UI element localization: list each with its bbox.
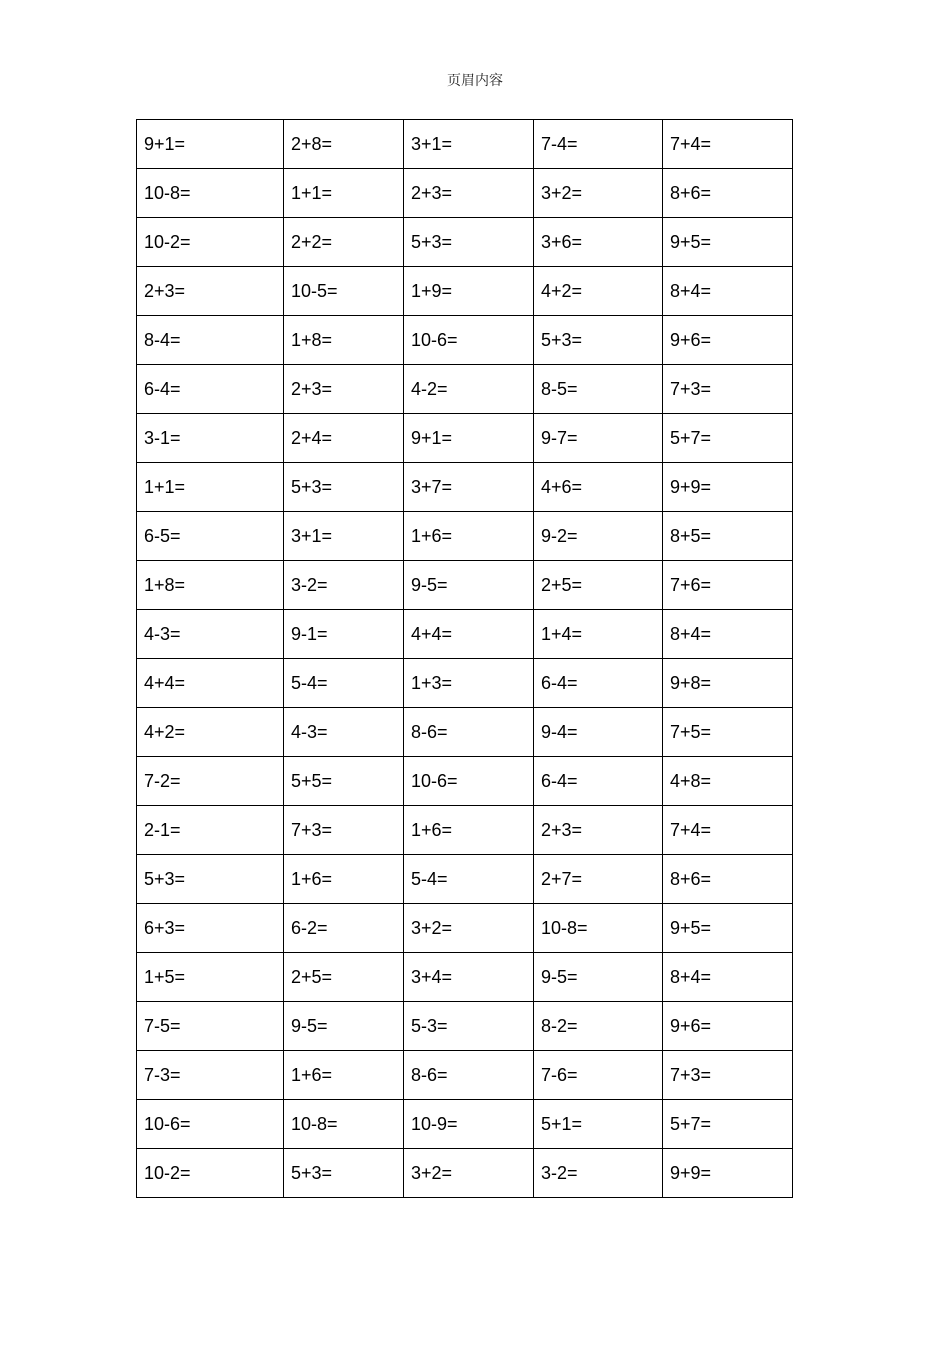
problem-cell: 2+3= bbox=[137, 267, 284, 316]
problem-cell: 9-5= bbox=[534, 953, 663, 1002]
problem-cell: 5+7= bbox=[663, 414, 793, 463]
problem-cell: 10-2= bbox=[137, 1149, 284, 1198]
table-row bbox=[137, 1051, 793, 1100]
problem-cell: 10-6= bbox=[404, 316, 534, 365]
problem-cell: 4+2= bbox=[137, 708, 284, 757]
problem-cell: 6-4= bbox=[137, 365, 284, 414]
table-row bbox=[137, 953, 793, 1002]
problem-cell: 1+4= bbox=[534, 610, 663, 659]
problem-cell: 7+3= bbox=[663, 1051, 793, 1100]
problem-cell: 10-8= bbox=[137, 169, 284, 218]
page-header: 页眉内容 bbox=[447, 73, 503, 89]
problem-cell: 9+1= bbox=[404, 414, 534, 463]
problem-cell: 8-2= bbox=[534, 1002, 663, 1051]
problem-cell: 6-4= bbox=[534, 659, 663, 708]
problem-cell: 6-4= bbox=[534, 757, 663, 806]
problem-cell: 8-6= bbox=[404, 1051, 534, 1100]
problem-cell: 2-1= bbox=[137, 806, 284, 855]
problem-cell: 10-2= bbox=[137, 218, 284, 267]
problem-cell: 3+6= bbox=[534, 218, 663, 267]
table-row bbox=[137, 169, 793, 218]
problem-cell: 7-5= bbox=[137, 1002, 284, 1051]
table-row bbox=[137, 610, 793, 659]
problem-cell: 5+1= bbox=[534, 1100, 663, 1149]
problem-cell: 9+6= bbox=[663, 316, 793, 365]
table-row bbox=[137, 855, 793, 904]
problem-cell: 7+5= bbox=[663, 708, 793, 757]
problem-cell: 2+3= bbox=[284, 365, 404, 414]
problem-cell: 1+6= bbox=[404, 512, 534, 561]
problem-cell: 1+6= bbox=[284, 855, 404, 904]
problem-cell: 7+4= bbox=[663, 120, 793, 169]
problem-cell: 4+6= bbox=[534, 463, 663, 512]
problem-cell: 10-8= bbox=[534, 904, 663, 953]
problem-cell: 3+2= bbox=[534, 169, 663, 218]
table-row bbox=[137, 365, 793, 414]
problem-cell: 9-5= bbox=[404, 561, 534, 610]
problem-cell: 5+3= bbox=[534, 316, 663, 365]
problem-cell: 5+3= bbox=[404, 218, 534, 267]
table-row bbox=[137, 512, 793, 561]
problem-cell: 5+3= bbox=[284, 463, 404, 512]
problem-cell: 9+8= bbox=[663, 659, 793, 708]
problem-cell: 1+5= bbox=[137, 953, 284, 1002]
table-row bbox=[137, 1100, 793, 1149]
problem-cell: 3+4= bbox=[404, 953, 534, 1002]
problem-cell: 5+3= bbox=[284, 1149, 404, 1198]
problem-cell: 2+2= bbox=[284, 218, 404, 267]
problem-cell: 8+5= bbox=[663, 512, 793, 561]
problem-cell: 8-6= bbox=[404, 708, 534, 757]
problem-cell: 10-6= bbox=[404, 757, 534, 806]
problem-cell: 4+8= bbox=[663, 757, 793, 806]
table-row bbox=[137, 267, 793, 316]
arithmetic-worksheet-table bbox=[136, 119, 793, 1198]
problem-cell: 9-4= bbox=[534, 708, 663, 757]
problem-cell: 5+5= bbox=[284, 757, 404, 806]
table-row bbox=[137, 708, 793, 757]
problem-cell: 7+4= bbox=[663, 806, 793, 855]
problem-cell: 9+6= bbox=[663, 1002, 793, 1051]
problem-cell: 1+1= bbox=[137, 463, 284, 512]
problem-cell: 8+4= bbox=[663, 610, 793, 659]
problem-cell: 7+6= bbox=[663, 561, 793, 610]
problem-cell: 3+1= bbox=[404, 120, 534, 169]
problem-cell: 8-5= bbox=[534, 365, 663, 414]
problem-cell: 10-8= bbox=[284, 1100, 404, 1149]
problem-cell: 6-2= bbox=[284, 904, 404, 953]
problem-cell: 10-5= bbox=[284, 267, 404, 316]
table-row bbox=[137, 806, 793, 855]
problem-cell: 1+6= bbox=[404, 806, 534, 855]
table-row bbox=[137, 120, 793, 169]
table-row bbox=[137, 1002, 793, 1051]
table-row bbox=[137, 757, 793, 806]
problem-cell: 5+7= bbox=[663, 1100, 793, 1149]
problem-cell: 3+1= bbox=[284, 512, 404, 561]
problem-cell: 3-2= bbox=[284, 561, 404, 610]
problem-cell: 7+3= bbox=[284, 806, 404, 855]
problem-cell: 5-4= bbox=[404, 855, 534, 904]
problem-cell: 4+4= bbox=[137, 659, 284, 708]
problem-cell: 3-1= bbox=[137, 414, 284, 463]
problem-cell: 9-2= bbox=[534, 512, 663, 561]
problem-cell: 6+3= bbox=[137, 904, 284, 953]
problem-cell: 9-1= bbox=[284, 610, 404, 659]
problem-cell: 7-3= bbox=[137, 1051, 284, 1100]
problem-cell: 2+5= bbox=[284, 953, 404, 1002]
problem-cell: 3-2= bbox=[534, 1149, 663, 1198]
problem-cell: 2+7= bbox=[534, 855, 663, 904]
problem-cell: 9+1= bbox=[137, 120, 284, 169]
problem-cell: 9-7= bbox=[534, 414, 663, 463]
problem-cell: 8-4= bbox=[137, 316, 284, 365]
problem-cell: 6-5= bbox=[137, 512, 284, 561]
problem-cell: 4-3= bbox=[137, 610, 284, 659]
problem-cell: 3+2= bbox=[404, 904, 534, 953]
table-row bbox=[137, 659, 793, 708]
table-row bbox=[137, 218, 793, 267]
problem-cell: 1+3= bbox=[404, 659, 534, 708]
problem-cell: 2+8= bbox=[284, 120, 404, 169]
problem-cell: 9+9= bbox=[663, 463, 793, 512]
table-row bbox=[137, 463, 793, 512]
problem-cell: 8+4= bbox=[663, 953, 793, 1002]
problem-cell: 4-3= bbox=[284, 708, 404, 757]
problem-cell: 1+8= bbox=[284, 316, 404, 365]
problem-cell: 2+4= bbox=[284, 414, 404, 463]
problem-cell: 1+6= bbox=[284, 1051, 404, 1100]
problem-cell: 3+2= bbox=[404, 1149, 534, 1198]
problem-cell: 1+9= bbox=[404, 267, 534, 316]
problem-cell: 4+2= bbox=[534, 267, 663, 316]
table-row bbox=[137, 561, 793, 610]
problem-cell: 5+3= bbox=[137, 855, 284, 904]
table-row bbox=[137, 414, 793, 463]
problem-cell: 2+5= bbox=[534, 561, 663, 610]
problem-cell: 10-9= bbox=[404, 1100, 534, 1149]
problem-cell: 10-6= bbox=[137, 1100, 284, 1149]
problem-cell: 9-5= bbox=[284, 1002, 404, 1051]
problem-cell: 3+7= bbox=[404, 463, 534, 512]
problem-cell: 7+3= bbox=[663, 365, 793, 414]
problem-cell: 1+1= bbox=[284, 169, 404, 218]
table-row bbox=[137, 316, 793, 365]
problem-cell: 9+5= bbox=[663, 904, 793, 953]
problem-cell: 7-6= bbox=[534, 1051, 663, 1100]
problem-cell: 8+6= bbox=[663, 855, 793, 904]
problem-cell: 5-3= bbox=[404, 1002, 534, 1051]
problem-cell: 7-2= bbox=[137, 757, 284, 806]
problem-cell: 9+9= bbox=[663, 1149, 793, 1198]
problem-cell: 4+4= bbox=[404, 610, 534, 659]
problem-cell: 8+6= bbox=[663, 169, 793, 218]
worksheet-body bbox=[137, 120, 793, 1198]
problem-cell: 7-4= bbox=[534, 120, 663, 169]
problem-cell: 9+5= bbox=[663, 218, 793, 267]
problem-cell: 2+3= bbox=[534, 806, 663, 855]
table-row bbox=[137, 904, 793, 953]
problem-cell: 5-4= bbox=[284, 659, 404, 708]
problem-cell: 1+8= bbox=[137, 561, 284, 610]
problem-cell: 2+3= bbox=[404, 169, 534, 218]
table-row bbox=[137, 1149, 793, 1198]
problem-cell: 4-2= bbox=[404, 365, 534, 414]
problem-cell: 8+4= bbox=[663, 267, 793, 316]
